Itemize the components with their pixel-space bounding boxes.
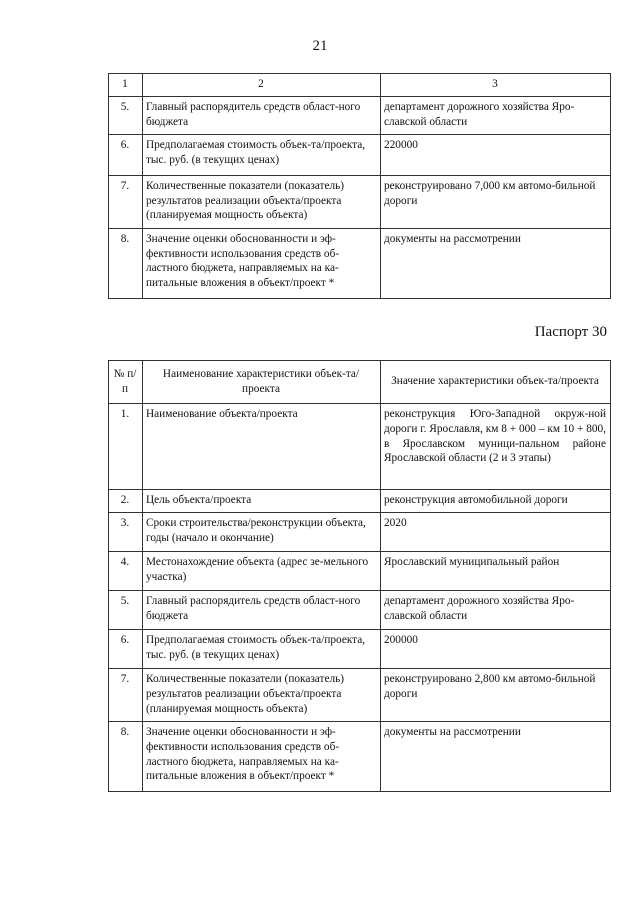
- characteristic-name: Наименование объекта/проекта: [143, 404, 381, 490]
- characteristic-value: 2020: [381, 513, 611, 552]
- characteristic-value: документы на рассмотрении: [381, 228, 611, 298]
- table-header-row: [109, 361, 611, 404]
- header-cell: 1: [109, 74, 143, 97]
- table-row: [109, 669, 611, 722]
- row-number: 3.: [109, 513, 143, 552]
- table-row: [109, 630, 611, 669]
- table-row: [109, 175, 611, 228]
- characteristic-name: Главный распорядитель средств област-ного бюджета: [143, 96, 381, 134]
- table-row: [109, 96, 611, 134]
- table-row: [109, 552, 611, 591]
- characteristic-value: департамент дорожного хозяйства Яро-славской области: [381, 96, 611, 134]
- passport-title: Паспорт 30: [534, 324, 607, 340]
- header-cell: Наименование характеристики объек-та/проекта: [143, 361, 381, 404]
- table-row: [109, 722, 611, 792]
- passport-table: [108, 360, 611, 792]
- table-header-row: [109, 74, 611, 97]
- table-row: [109, 134, 611, 175]
- characteristic-name: Значение оценки обоснованности и эф-фективности использования средств об-ластного бюджета, направляемых на ка-питальные вложения в объект/проект *: [143, 722, 381, 792]
- table-row: [109, 404, 611, 490]
- characteristic-value: документы на рассмотрении: [381, 722, 611, 792]
- row-number: 4.: [109, 552, 143, 591]
- row-number: 5.: [109, 591, 143, 630]
- row-number: 2.: [109, 490, 143, 513]
- row-number: 7.: [109, 669, 143, 722]
- characteristic-value: департамент дорожного хозяйства Яро-славской области: [381, 591, 611, 630]
- page-number: 21: [312, 38, 328, 54]
- characteristic-name: Значение оценки обоснованности и эф-фективности использования средств об-ластного бюджета, направляемых на ка-питальные вложения в объект/проект *: [143, 228, 381, 298]
- characteristic-name: Цель объекта/проекта: [143, 490, 381, 513]
- characteristic-name: Местонахождение объекта (адрес зе-мельного участка): [143, 552, 381, 591]
- row-number: 8.: [109, 228, 143, 298]
- characteristic-name: Предполагаемая стоимость объек-та/проекта, тыс. руб. (в текущих ценах): [143, 630, 381, 669]
- header-cell: Значение характеристики объек-та/проекта: [381, 361, 611, 404]
- row-number: 5.: [109, 96, 143, 134]
- table-row: [109, 591, 611, 630]
- row-number: 1.: [109, 404, 143, 490]
- characteristic-value: реконструировано 7,000 км автомо-бильной дороги: [381, 175, 611, 228]
- table-row: [109, 513, 611, 552]
- characteristic-name: Главный распорядитель средств област-ного бюджета: [143, 591, 381, 630]
- characteristic-value: реконструкция автомобильной дороги: [381, 490, 611, 513]
- characteristic-value: Ярославский муниципальный район: [381, 552, 611, 591]
- characteristic-name: Количественные показатели (показатель) результатов реализации объекта/проекта (планируемая мощность объекта): [143, 175, 381, 228]
- characteristic-value: реконструкция Юго-Западной окруж-ной дороги г. Ярославля, км 8 + 000 – км 10 + 800, в Ярославском муници-пальном районе Ярославской области (2 и 3 этапы): [381, 404, 611, 490]
- table-row: [109, 228, 611, 298]
- characteristic-name: Предполагаемая стоимость объек-та/проекта, тыс. руб. (в текущих ценах): [143, 134, 381, 175]
- characteristic-name: Сроки строительства/реконструкции объекта, годы (начало и окончание): [143, 513, 381, 552]
- table-continuation: [108, 73, 611, 299]
- header-cell: 2: [143, 74, 381, 97]
- row-number: 6.: [109, 630, 143, 669]
- row-number: 6.: [109, 134, 143, 175]
- table-row: [109, 490, 611, 513]
- characteristic-name: Количественные показатели (показатель) результатов реализации объекта/проекта (планируемая мощность объекта): [143, 669, 381, 722]
- characteristic-value: 200000: [381, 630, 611, 669]
- header-cell: 3: [381, 74, 611, 97]
- row-number: 8.: [109, 722, 143, 792]
- header-cell: № п/п: [109, 361, 143, 404]
- characteristic-value: реконструировано 2,800 км автомо-бильной дороги: [381, 669, 611, 722]
- row-number: 7.: [109, 175, 143, 228]
- characteristic-value: 220000: [381, 134, 611, 175]
